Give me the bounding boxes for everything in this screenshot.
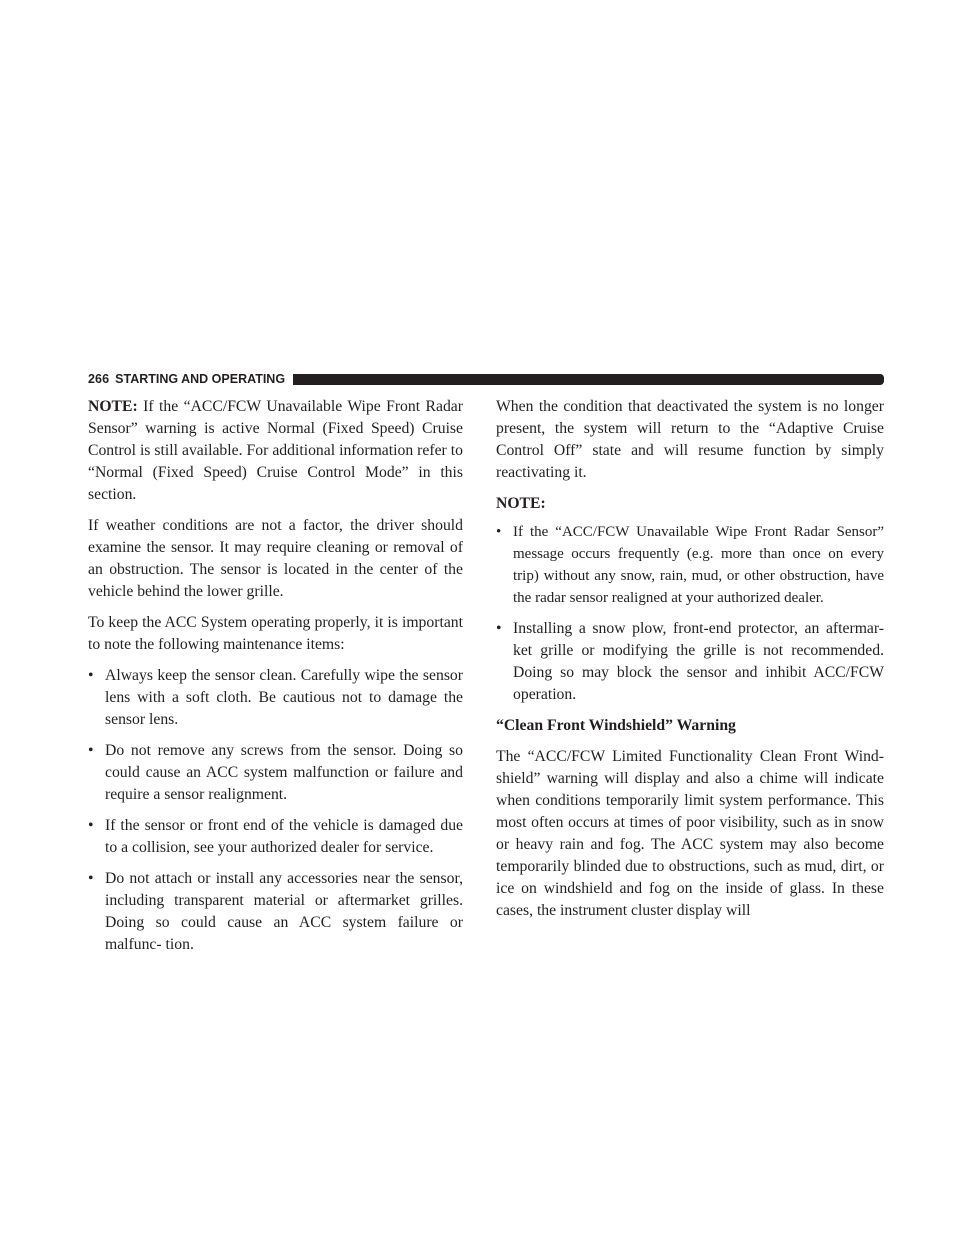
list-item: • If the “ACC/FCW Unavailable Wipe Front Radar Sensor” message occurs frequently (e.g. more than once on every trip) without any snow, rain, mud, or other obstruction, have the radar sensor realigned at your authorized dealer.: [496, 521, 884, 609]
left-column: [88, 396, 463, 965]
bullet-icon: •: [496, 620, 502, 637]
bullet-icon: •: [88, 817, 94, 834]
subheading: “Clean Front Windshield” Warning: [496, 717, 736, 734]
note-paragraph: [88, 396, 463, 506]
list-item: • Do not attach or install any accessories near the sensor, including transparent material or aftermarket grilles. Doing so could cause an ACC system failure or malfunc- tion.: [88, 870, 463, 953]
page-number: 266: [88, 372, 110, 386]
note-text: If the “ACC/FCW Unavailable Wipe Front Radar Sensor” warning is active Normal (Fixed Speed) Cruise Control is still available. For additional information refer to “Normal (Fixed Speed) Cruise Control Mode” in this section.: [88, 398, 463, 503]
bullet-icon: •: [496, 524, 502, 540]
resume-paragraph: When the condition that deactivated the system is no longer present, the system will return to the “Adaptive Cruise Control Off” state and will resume function by simply reactivating it.: [496, 398, 884, 481]
windshield-paragraph: The “ACC/FCW Limited Functionality Clean Front Wind- shield” warning will display and also a chime will indicate when conditions temporarily limit system performance. This most often occurs at times of poor visibility, such as in snow or heavy rain and fog. The ACC system may also become temporarily blinded due to obstructions, such as mud, dirt, or ice on windshield and fog on the inside of glass. In these cases, the instrument cluster display will: [496, 748, 884, 919]
list-item: • Do not remove any screws from the sensor. Doing so could cause an ACC system malfunction or failure and require a sensor realignment.: [88, 742, 463, 803]
note-heading: NOTE:: [496, 495, 546, 512]
list-item: • Installing a snow plow, front-end protector, an aftermar- ket grille or modifying the grille is not recommended. Doing so may block the sensor and inhibit ACC/FCW operation.: [496, 620, 884, 703]
maintenance-list: [88, 665, 463, 956]
page-header: [88, 371, 884, 387]
note-label: NOTE:: [88, 398, 138, 415]
bullet-icon: •: [88, 667, 94, 684]
sensor-paragraph: If weather conditions are not a factor, the driver should examine the sensor. It may require cleaning or removal of an obstruction. The sensor is located in the center of the vehicle behind the lower grille.: [88, 517, 463, 600]
maintenance-intro: To keep the ACC System operating properly, it is important to note the following maintenance items:: [88, 614, 463, 653]
bullet-icon: •: [88, 742, 94, 759]
note-list: [496, 521, 884, 706]
section-title: STARTING AND OPERATING: [115, 372, 286, 386]
bullet-icon: •: [88, 870, 94, 887]
right-column: [496, 396, 884, 931]
list-item: • Always keep the sensor clean. Carefully wipe the sensor lens with a soft cloth. Be cautious not to damage the sensor lens.: [88, 667, 463, 728]
header-rule-bar: [293, 374, 884, 385]
list-item: • If the sensor or front end of the vehicle is damaged due to a collision, see your authorized dealer for service.: [88, 817, 463, 856]
